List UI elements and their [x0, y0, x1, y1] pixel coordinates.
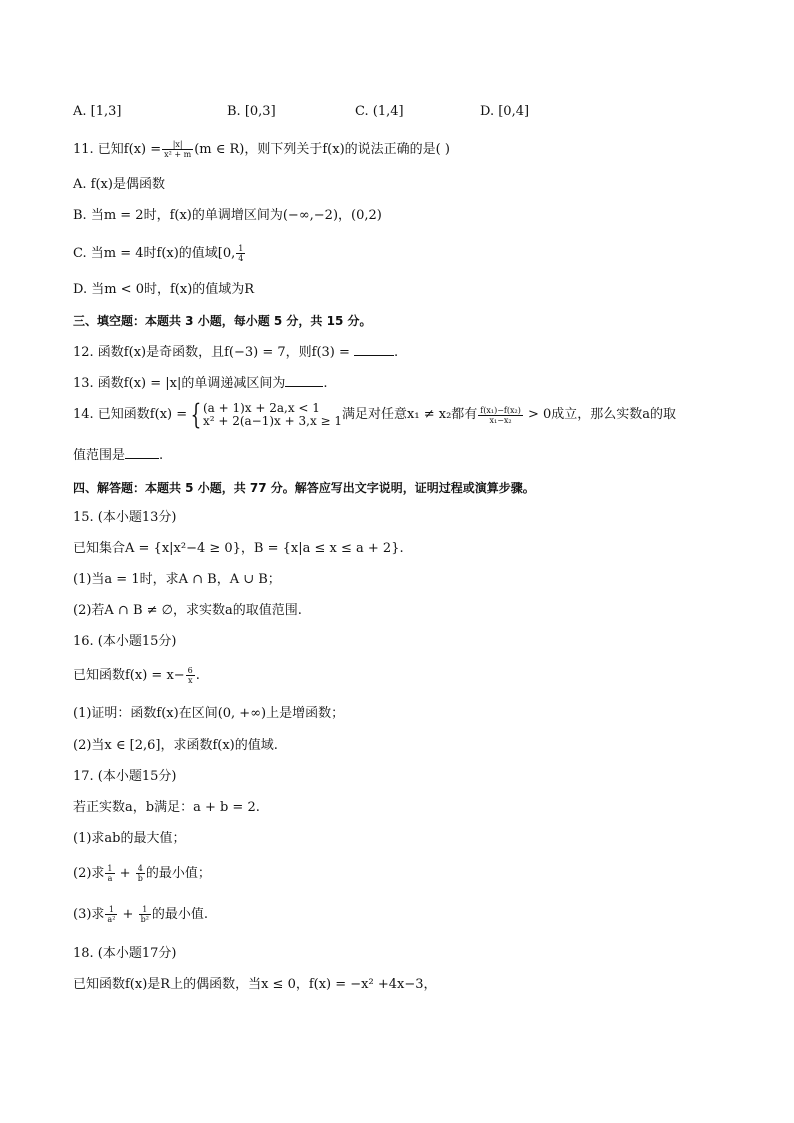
- question-14-cont: 值范围是 .: [73, 448, 164, 463]
- fraction: $\frac{|x|}{\text{x² + m}}$: [164, 140, 192, 159]
- q17-title: 17. (本小题15分): [73, 769, 177, 784]
- option-c: C. (1,4]: [355, 104, 404, 119]
- fraction: $\frac{1}{4}$: [238, 244, 244, 263]
- question-11: 11. 已知f(x) = $\frac{|x|}{\text{x² + m}}$ (m ∈ R)，则下列关于f(x)的说法正确的是( ): [73, 140, 450, 159]
- question-14: 14. 已知函数f(x) = { (a + 1)x + 2a,x < 1 x² + 2(a−1)x + 3,x ≥ 1 满足对任意x₁ ≠ x₂都有 $\frac{\text{f(x₁)−f(x₂)}}{\text{x₁−x₂}}$ > 0成立，那么实数a的取: [73, 398, 677, 431]
- fraction: $\frac{1}{\text{a²}}$: [107, 905, 116, 924]
- q17-part1: (1)求ab的最大值；: [73, 831, 186, 846]
- q15-part2: (2)若A ∩ B ≠ ∅，求实数a的取值范围.: [73, 603, 302, 618]
- q11-option-d: D. 当m < 0时，f(x)的值域为R: [73, 282, 255, 297]
- section-4-heading: 四、解答题：本题共 5 小题，共 77 分。解答应写出文字说明，证明过程或演算步骤。: [73, 481, 535, 495]
- q16-part2: (2)当x ∈ [2,6]，求函数f(x)的值域.: [73, 738, 278, 753]
- q17-part2: (2)求 $\frac{1}{a}$ + $\frac{4}{b}$ 的最小值；: [73, 864, 211, 883]
- question-13: 13. 函数f(x) = |x|的单调递减区间为 .: [73, 376, 328, 391]
- q17-part3: (3)求 $\frac{1}{\text{a²}}$ + $\frac{1}{\text{b²}}$ 的最小值.: [73, 905, 209, 924]
- option-d: D. [0,4]: [480, 104, 530, 119]
- q15-title: 15. (本小题13分): [73, 510, 177, 525]
- section-3-heading: 三、填空题：本题共 3 小题，每小题 5 分，共 15 分。: [73, 314, 372, 328]
- q16-stem: 已知函数f(x) = x− $\frac{6}{x}$ .: [73, 666, 200, 685]
- q18-title: 18. (本小题17分): [73, 946, 177, 961]
- q11-option-c: C. 当m = 4时f(x)的值域[0, $\frac{1}{4}$: [73, 244, 244, 263]
- fraction: $\frac{1}{a}$: [107, 864, 113, 883]
- q15-stem: 已知集合A = {x|x²−4 ≥ 0}，B = {x|a ≤ x ≤ a + 2}.: [73, 541, 404, 556]
- option-a: A. [1,3]: [73, 104, 122, 119]
- fraction: $\frac{4}{b}$: [137, 864, 143, 883]
- q17-stem: 若正实数a，b满足：a + b = 2.: [73, 800, 260, 815]
- question-12: 12. 函数f(x)是奇函数，且f(−3) = 7，则f(3) = .: [73, 345, 399, 360]
- fraction: $\frac{1}{\text{b²}}$: [140, 905, 149, 924]
- piecewise-cases: (a + 1)x + 2a,x < 1 x² + 2(a−1)x + 3,x ≥ 1: [202, 401, 343, 428]
- q16-part1: (1)证明：函数f(x)在区间(0, +∞)上是增函数；: [73, 706, 345, 721]
- q18-stem: 已知函数f(x)是R上的偶函数，当x ≤ 0，f(x) = −x² +4x−3，: [73, 977, 437, 992]
- q15-part1: (1)当a = 1时，求A ∩ B，A ∪ B；: [73, 572, 281, 587]
- fraction: $\frac{\text{f(x₁)−f(x₂)}}{\text{x₁−x₂}}$: [480, 405, 521, 425]
- q11-option-b: B. 当m = 2时，f(x)的单调增区间为(−∞,−2)，(0,2): [73, 208, 382, 223]
- fraction: $\frac{6}{x}$: [187, 666, 193, 685]
- q11-option-a: A. f(x)是偶函数: [73, 177, 165, 192]
- option-b: B. [0,3]: [227, 104, 276, 119]
- q16-title: 16. (本小题15分): [73, 634, 177, 649]
